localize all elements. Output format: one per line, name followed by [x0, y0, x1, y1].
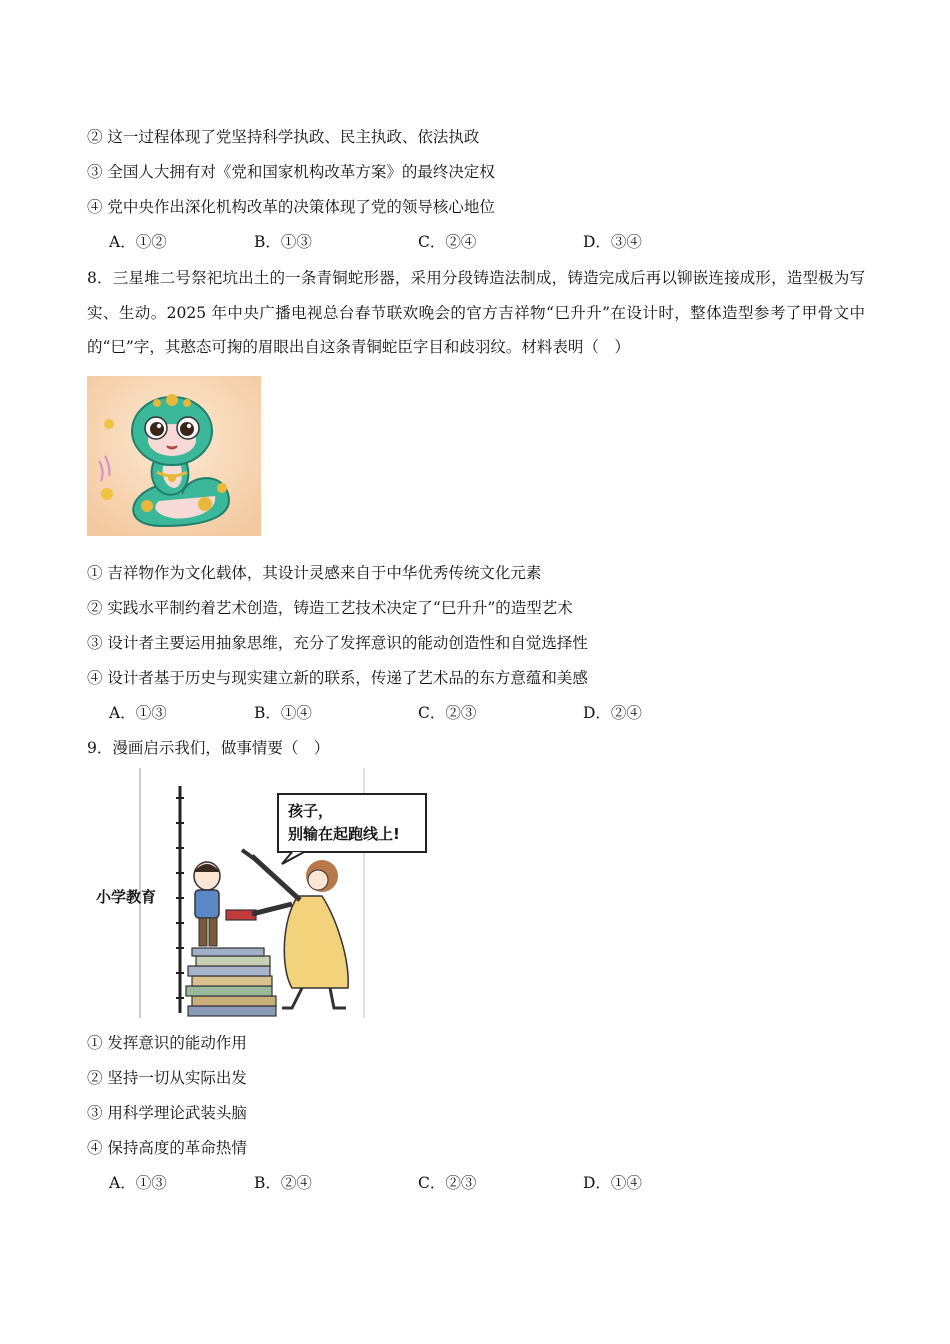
q8-option-b[interactable]: B．①④ — [254, 704, 312, 722]
q7-option-d[interactable]: D．③④ — [583, 233, 642, 251]
q7-option-b[interactable]: B．①③ — [254, 233, 312, 251]
q8-statement-1: ① 吉祥物作为文化载体，其设计灵感来自于中华优秀传统文化元素 — [87, 564, 542, 582]
q8-statement-2: ② 实践水平制约着艺术创造，铸造工艺技术决定了“巳升升”的造型艺术 — [87, 599, 573, 617]
q9-option-a[interactable]: A．①③ — [109, 1174, 167, 1192]
q9-options — [109, 1172, 809, 1194]
mascot-image — [87, 376, 261, 536]
q9-option-d[interactable]: D．①④ — [583, 1174, 642, 1192]
side-label: 小学教育 — [96, 888, 157, 906]
q8-statement-4: ④ 设计者基于历史与现实建立新的联系，传递了艺术品的东方意蕴和美感 — [87, 669, 588, 687]
q8-option-c[interactable]: C．②③ — [418, 704, 477, 722]
q9-option-c[interactable]: C．②③ — [418, 1174, 477, 1192]
q7-statement-4: ④ 党中央作出深化机构改革的决策体现了党的领导核心地位 — [87, 198, 495, 216]
q7-option-c[interactable]: C．②④ — [418, 233, 477, 251]
q8-option-d[interactable]: D．②④ — [583, 704, 642, 722]
q7-options — [109, 231, 809, 253]
q7-statement-3: ③ 全国人大拥有对《党和国家机构改革方案》的最终决定权 — [87, 163, 495, 181]
q8-stem: 8．三星堆二号祭祀坑出土的一条青铜蛇形器，采用分段铸造法制成，铸造完成后再以铆嵌连接成形，造型极为写实、生动。2025 年中央广播电视总台春节联欢晚会的官方吉祥物“巳升升”在设计时，整体造型参考了甲骨文中的“巳”字，其憨态可掬的眉眼出自这条青铜蛇臣字目和歧羽纹。材料表明（ ） — [87, 269, 865, 356]
q9-option-b[interactable]: B．②④ — [254, 1174, 312, 1192]
q9-stem: 9．漫画启示我们，做事情要（ ） — [87, 739, 330, 757]
bubble-line-1: 孩子， — [288, 802, 334, 820]
q9-statement-3: ③ 用科学理论武装头脑 — [87, 1104, 247, 1122]
q8-option-a[interactable]: A．①③ — [109, 704, 167, 722]
q9-statement-4: ④ 保持高度的革命热情 — [87, 1139, 247, 1157]
bubble-line-2: 别输在起跑线上! — [288, 825, 400, 843]
q8-options — [109, 702, 809, 724]
cartoon-image — [92, 768, 438, 1020]
q7-statement-2: ② 这一过程体现了党坚持科学执政、民主执政、依法执政 — [87, 128, 480, 146]
q9-statement-2: ② 坚持一切从实际出发 — [87, 1069, 247, 1087]
q9-statement-1: ① 发挥意识的能动作用 — [87, 1034, 247, 1052]
q7-option-a[interactable]: A．①② — [109, 233, 167, 251]
q8-statement-3: ③ 设计者主要运用抽象思维，充分了发挥意识的能动创造性和自觉选择性 — [87, 634, 588, 652]
